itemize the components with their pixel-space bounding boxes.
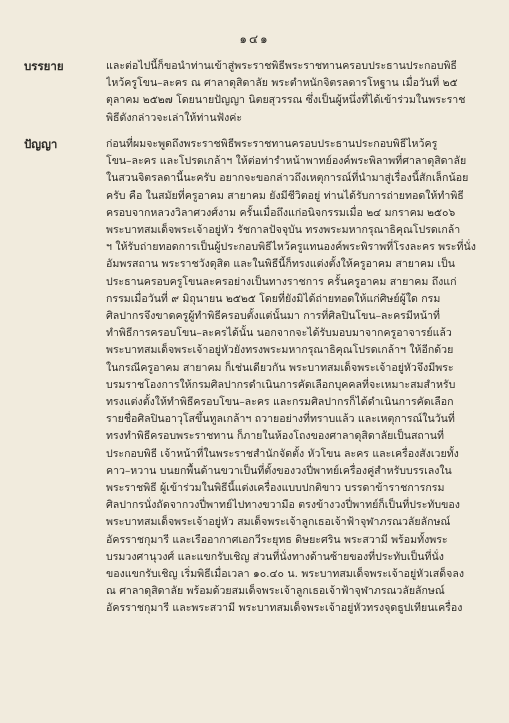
body-line: ประกอบพิธี เจ้าหน้าที่ในพระราชสำนักจัดตั้ง หัวโขน ละคร และเครื่องสังเวยทั้ง (106, 447, 459, 460)
body-line: ในสวนจิตรลดานี้นะครับ อยากจะขอกล่าวถึงเหตุการณ์ที่นำมาสู่เรื่องนี้สักเล็กน้อย (106, 172, 469, 185)
body-line: บรมราชโองการให้กรมศิลปากรดำเนินการคัดเลือกบุคคลที่จะเหมาะสมสำหรับ (106, 378, 456, 391)
section-body (106, 136, 491, 618)
body-line: ทรงทำพิธีครอบพระราชทาน ก็ภายในห้องโถงของศาลาดุสิดาลัยเป็นสถานที่ (106, 430, 444, 443)
body-line: พระบาทสมเด็จพระเจ้าอยู่หัว สมเด็จพระเจ้าลูกเธอเจ้าฟ้าจุฬาภรณวลัยลักษณ์ (106, 516, 451, 529)
body-line: ทรงแต่งตั้งให้ทำพิธีครอบโขน–ละคร และกรมศิลปากรก็ได้ดำเนินการคัดเลือก (106, 396, 454, 409)
body-line: ศิลปากรนั่งถัดจากวงปี่พาทย์ไปทางขวามือ ตรงข้างวงปี่พาทย์ก็เป็นที่ประทับของ (106, 499, 460, 512)
speaker-label: ปัญญา (24, 137, 58, 151)
body-line: ครับ คือ ในสมัยที่ครูอาคม สายาคม ยังมีชีวิตอยู่ ท่านได้รับการถ่ายทอดให้ทำพิธี (106, 189, 464, 202)
body-line: พระราชพิธี ผู้เข้าร่วมในพิธีนี้แต่งเครื่องแบบปกติขาว บรรดาข้าราชการกรม (106, 482, 445, 495)
body-line: ในกรณีครูอาคม สายาคม ก็เช่นเดียวกัน พระบาทสมเด็จพระเจ้าอยู่หัวจึงมีพระ (106, 361, 454, 374)
section-body (106, 58, 491, 127)
body-line: อัมพรสถาน พระราชวังดุสิต และในพิธีนี้ก็ทรงแต่งตั้งให้ครูอาคม สายาคม เป็น (106, 258, 455, 271)
body-line: คาว–หวาน บนยกพื้นด้านขวาเป็นที่ตั้งของวงปี่พาทย์เครื่องคู่สำหรับบรรเลงใน (106, 464, 452, 477)
body-line: กรรมเมื่อวันที่ ๙ มิถุนายน ๒๕๒๕ โดยที่ยังมิได้ถ่ายทอดให้แก่ศิษย์ผู้ใด กรม (106, 292, 441, 305)
body-line: พระบาทสมเด็จพระเจ้าอยู่หัว รัชกาลปัจจุบัน ทรงพระมหากรุณาธิคุณโปรดเกล้า (106, 224, 461, 237)
speaker-label: บรรยาย (24, 59, 64, 73)
body-line: ฯ ให้รับถ่ายทอดการเป็นผู้ประกอบพิธีไหว้ครูแทนองค์พระพิราพที่โรงละคร พระที่นั่ง (106, 241, 476, 254)
body-line: ทำพิธีการครอบโขน–ละครได้นั้น นอกจากจะได้รับมอบมาจากครูอาจารย์แล้ว (106, 327, 452, 340)
body-line: ณ ศาลาดุสิดาลัย พร้อมด้วยสมเด็จพระเจ้าลูกเธอเจ้าฟ้าจุฬาภรณวลัยลักษณ์ (106, 585, 445, 598)
body-line: บรมวงศานุวงศ์ และแขกรับเชิญ ส่วนที่นั่งทางด้านซ้ายของที่ประทับเป็นที่นั่ง (106, 550, 444, 563)
body-line: ครอบจากหลวงวิลาศวงศ์งาม ครั้นเมื่อถึงแก่อนิจกรรมเมื่อ ๒๔ มกราคม ๒๕๐๖ (106, 206, 456, 219)
body-line: ไหว้ครูโขน–ละคร ณ ศาลาดุสิดาลัย พระตำหนักจิตรลดารโหฐาน เมื่อวันที่ ๒๕ (106, 77, 458, 90)
body-line: พิธีดังกล่าวจะเล่าให้ท่านฟังค่ะ (106, 111, 243, 124)
body-line: อัครราชกุมารี และเรืออากาศเอกวีระยุทธ ดิษยะศริน พระสวามี พร้อมทั้งพระ (106, 533, 448, 546)
body-line: และต่อไปนี้ก็ขอนำท่านเข้าสู่พระราชพิธีพระราชทานครอบประธานประกอบพิธี (106, 60, 457, 72)
body-line: ของแขกรับเชิญ เริ่มพิธีเมื่อเวลา ๑๐.๔๐ น. พระบาทสมเด็จพระเจ้าอยู่หัวเสด็จลง (106, 568, 465, 581)
body-line: โขน–ละคร และโปรดเกล้าฯ ให้ต่อท่ารำหน้าพาทย์องค์พระพิลาพที่ศาลาดุสิดาลัย (106, 155, 467, 168)
body-line: ศิลปากรจึงขาดครูผู้ทำพิธีครอบตั้งแต่นั้นมา การที่ศิลปินโขน–ละครมีหน้าที่ (106, 310, 441, 323)
body-line: ก่อนที่ผมจะพูดถึงพระราชพิธีพระราชทานครอบประธานประกอบพิธีไหว้ครู (106, 138, 438, 150)
body-line: พระบาทสมเด็จพระเจ้าอยู่หัวยังทรงพระมหากรุณาธิคุณโปรดเกล้าฯ ให้อีกด้วย (106, 344, 454, 357)
body-line: ตุลาคม ๒๕๒๗ โดยนายปัญญา นิตยสุวรรณ ซึ่งเป็นผู้หนึ่งที่ได้เข้าร่วมในพระราช (106, 94, 466, 107)
body-line: ประธานครอบครูโขนละครอย่างเป็นทางราชการ ครั้นครูอาคม สายาคม ถึงแก่ (106, 275, 457, 288)
page-number: ๑๔๑ (239, 32, 270, 46)
body-line: รายชื่อศิลปินอาวุโสขึ้นทูลเกล้าฯ ถวายอย่างที่ทราบแล้ว และเหตุการณ์ในวันที่ (106, 413, 455, 426)
body-line: อัครราชกุมารี และพระสวามี พระบาทสมเด็จพระเจ้าอยู่หัวทรงจุดธูปเทียนเครื่อง (106, 602, 463, 615)
